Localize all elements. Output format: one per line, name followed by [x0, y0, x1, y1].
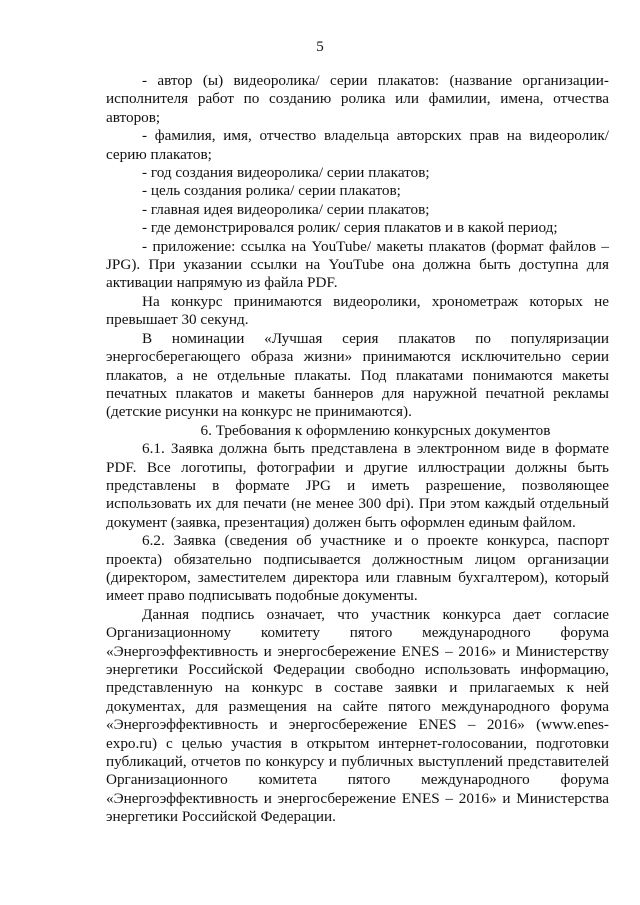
paragraph-video-duration: На конкурс принимаются видеоролики, хронометраж которых не превышает 30 секунд.: [106, 292, 609, 329]
list-item-main-idea: - главная идея видеоролика/ серии плакатов;: [142, 200, 430, 218]
paragraph-poster-series: В номинации «Лучшая серия плакатов по популяризации энергосберегающего образа жизни» принимаются исключительно серии плакатов, а не отдельные плакаты. Под плакатами понимаются макеты печатных плакатов и макеты баннеров для наружной печатной рекламы (детские рисунки на конкурс не принимаются).: [106, 329, 609, 421]
list-item-copyright-owner: - фамилия, имя, отчество владельца авторских прав на видеоролик/ серию плакатов;: [106, 127, 609, 163]
list-item-year: - год создания видеоролика/ серии плакатов;: [142, 164, 430, 182]
paragraph-6-1: 6.1. Заявка должна быть представлена в электронном виде в формате PDF. Все логотипы, фотографии и другие иллюстрации должны быть представлены в формате JPG и иметь разрешение, позволяющее использовать их для печати (не менее 300 dpi). При этом каждый отдельный документ (заявка, презентация) должен быть оформлен единым файлом.: [106, 440, 609, 531]
list-item-demonstration: - где демонстрировался ролик/ серия плакатов и в какой период;: [142, 219, 558, 237]
page-number: 5: [316, 39, 324, 55]
list-item-purpose: - цель создания ролика/ серии плакатов;: [142, 182, 401, 200]
list-item-author: - автор (ы) видеоролика/ серии плакатов: (название организации-исполнителя работ по созданию ролика или фамилии, имена, отчества авторов;: [106, 72, 609, 126]
list-item-attachment: - приложение: ссылка на YouTube/ макеты плакатов (формат файлов – JPG). При указании ссылки на YouTube она должна быть доступна для активации напрямую из файла PDF.: [106, 237, 609, 292]
paragraph-6-2: 6.2. Заявка (сведения об участнике и о проекте конкурса, паспорт проекта) обязательно подписывается должностным лицом организации (директором, заместителем директора или главным бухгалтером), который имеет право подписывать подобные документы.: [106, 532, 609, 605]
paragraph-signature-consent: Данная подпись означает, что участник конкурса дает согласие Организационному комитету пятого международного форума «Энергоэффективность и энергосбережение ENES – 2016» и Министерству энергетики Российской Федерации свободно использовать информацию, представленную на конкурс в составе заявки и прилагаемых к ней документах, для размещения на сайте пятого международного форума «Энергоэффективность и энергосбережение ENES – 2016» (www.enes-expo.ru) с целью участия в открытом интернет-голосовании, подготовки публикаций, отчетов по конкурсу и публичных выступлений представителей Организационного комитета пятого международного форума «Энергоэффективность и энергосбережение ENES – 2016» и Министерства энергетики Российской Федерации.: [106, 605, 609, 826]
document-body: [106, 72, 609, 827]
section-heading: 6. Требования к оформлению конкурсных документов: [200, 421, 551, 439]
